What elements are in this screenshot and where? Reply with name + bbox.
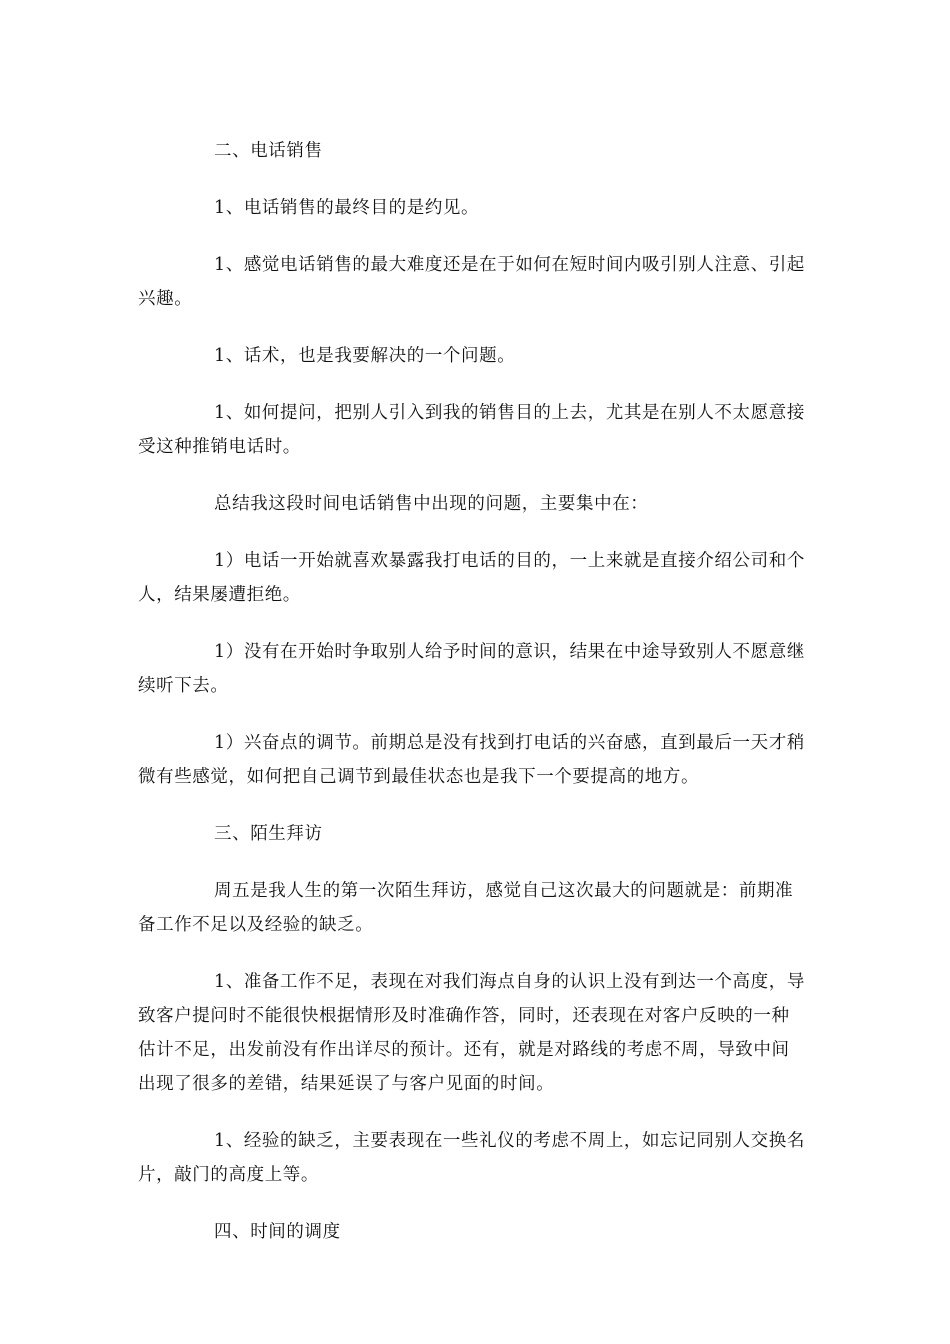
paragraph: 周五是我人生的第一次陌生拜访，感觉自己这次最大的问题就是：前期准备工作不足以及经验的缺乏。 (138, 881, 794, 935)
paragraph: 1、经验的缺乏，主要表现在一些礼仪的考虑不周上，如忘记同别人交换名片，敲门的高度上等。 (138, 1131, 805, 1185)
paragraph: 1）电话一开始就喜欢暴露我打电话的目的，一上来就是直接介绍公司和个人，结果屡遭拒绝。 (138, 551, 805, 605)
paragraph: 总结我这段时间电话销售中出现的问题，主要集中在： (214, 494, 649, 514)
paragraph: 1、准备工作不足，表现在对我们海点自身的认识上没有到达一个高度，导致客户提问时不能很快根据情形及时准确作答，同时，还表现在对客户反映的一种估计不足，出发前没有作出详尽的预计。还有，就是对路线的考虑不周，导致中间出现了很多的差错，结果延误了与客户见面的时间。 (138, 972, 805, 1094)
paragraph: 1、感觉电话销售的最大难度还是在于如何在短时间内吸引别人注意、引起兴趣。 (138, 255, 805, 309)
paragraph: 1、如何提问，把别人引入到我的销售目的上去，尤其是在别人不太愿意接受这种推销电话时。 (138, 403, 805, 457)
section-heading-phone-sales: 二、电话销售 (214, 141, 323, 161)
section-heading-time-scheduling: 四、时间的调度 (214, 1222, 341, 1242)
section-heading-cold-visit: 三、陌生拜访 (214, 824, 323, 844)
paragraph: 1、话术，也是我要解决的一个问题。 (214, 346, 516, 366)
paragraph: 1、电话销售的最终目的是约见。 (214, 198, 480, 218)
document-body (138, 134, 806, 1272)
paragraph: 1）没有在开始时争取别人给予时间的意识，结果在中途导致别人不愿意继续听下去。 (138, 642, 805, 696)
paragraph: 1）兴奋点的调节。前期总是没有找到打电话的兴奋感，直到最后一天才稍微有些感觉，如何把自己调节到最佳状态也是我下一个要提高的地方。 (138, 733, 805, 787)
